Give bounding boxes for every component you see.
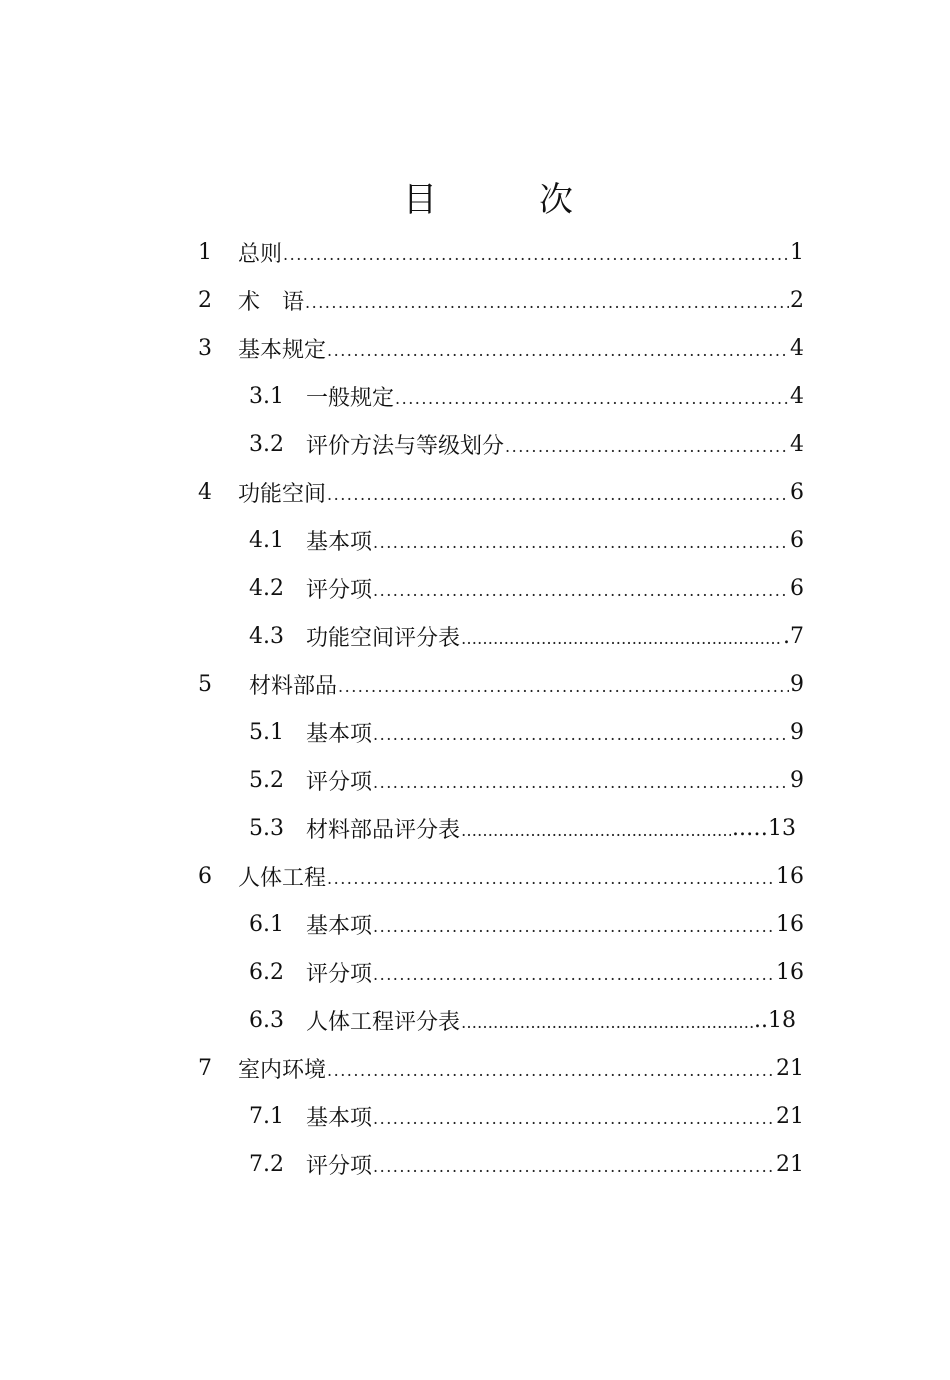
dot-leader: [373, 773, 789, 792]
dot-leader: [305, 293, 789, 312]
toc-entry-page: 6: [790, 575, 804, 601]
toc-entry-number: 5.2: [249, 767, 284, 793]
toc-entry-page: .7: [783, 623, 804, 649]
toc-entry-page: ..…13: [732, 815, 796, 841]
toc-entry-4-1[interactable]: [249, 516, 804, 564]
toc-entry-6-3[interactable]: [249, 996, 796, 1044]
toc-entry-page: 21: [776, 1055, 804, 1081]
toc-entry-3-1[interactable]: [249, 372, 804, 420]
toc-entry-page: ..18: [754, 1007, 796, 1033]
toc-entry-page: 9: [790, 719, 804, 745]
toc-entry-label: 功能空间评分表: [306, 625, 461, 651]
toc-entry-label: 评分项: [306, 961, 373, 987]
toc-entry-label: 评分项: [306, 1153, 373, 1179]
toc-entry-page: 16: [776, 911, 804, 937]
toc-entry-number: 5.1: [249, 719, 284, 745]
toc-entry-number: 1: [198, 239, 212, 265]
toc-entry-page: 4: [790, 335, 804, 361]
toc-entry-label: 功能空间: [238, 481, 327, 507]
toc-entry-number: 4.1: [249, 527, 284, 553]
toc-entry-number: 6: [198, 863, 212, 889]
toc-entry-number: 5: [198, 671, 212, 697]
toc-entry-label: 室内环境: [238, 1057, 327, 1083]
dot-leader: [395, 389, 789, 408]
toc-entry-number: 6.3: [249, 1007, 284, 1033]
toc-entry-page: 2: [790, 287, 804, 313]
toc-entry-number: 4.3: [249, 623, 284, 649]
toc-entry-label: 基本项: [306, 1105, 373, 1131]
toc-entry-3[interactable]: [198, 324, 804, 372]
toc-entry-label: 一般规定: [306, 385, 395, 411]
toc-entry-4-3[interactable]: [249, 612, 804, 660]
toc-entry-page: 16: [776, 959, 804, 985]
toc-entry-7-1[interactable]: [249, 1092, 804, 1140]
toc-entry-7-2[interactable]: [249, 1140, 804, 1188]
toc-entry-number: 3: [198, 335, 212, 361]
toc-entry-5-1[interactable]: [249, 708, 804, 756]
toc-entry-number: 7.2: [249, 1151, 284, 1177]
toc-entry-label: 总则: [238, 241, 283, 267]
dot-leader: [461, 1013, 753, 1032]
toc-entry-number: 6.1: [249, 911, 284, 937]
toc-entry-4[interactable]: [198, 468, 804, 516]
toc-entry-number: 5.3: [249, 815, 284, 841]
toc-entry-label: 评分项: [306, 769, 373, 795]
dot-leader: [373, 725, 789, 744]
dot-leader: [338, 677, 789, 696]
toc-entry-6-2[interactable]: [249, 948, 804, 996]
toc-entry-label: 术 语: [238, 289, 305, 315]
toc-entry-5-3[interactable]: [249, 804, 796, 852]
toc-entry-number: 6.2: [249, 959, 284, 985]
toc-entry-label: 评价方法与等级划分: [306, 433, 505, 459]
dot-leader: [373, 917, 775, 936]
toc-entry-label: 人体工程评分表: [306, 1009, 461, 1035]
toc-entry-label: 评分项: [306, 577, 373, 603]
toc-entry-number: 4.2: [249, 575, 284, 601]
toc-entry-number: 7.1: [249, 1103, 284, 1129]
toc-entry-1[interactable]: [198, 228, 804, 276]
toc-entry-page: 21: [776, 1151, 804, 1177]
toc-entry-2[interactable]: [198, 276, 804, 324]
toc-entry-label: 人体工程: [238, 865, 327, 891]
toc-entry-page: 4: [790, 431, 804, 457]
toc-entry-number: 3.2: [249, 431, 284, 457]
dot-leader: [373, 1157, 775, 1176]
toc-entry-5[interactable]: [198, 660, 804, 708]
toc-entry-label: 基本项: [306, 721, 373, 747]
toc-entry-page: 4: [790, 383, 804, 409]
dot-leader: [461, 821, 731, 840]
toc-entry-label: 基本规定: [238, 337, 327, 363]
toc-entry-5-2[interactable]: [249, 756, 804, 804]
toc-entry-number: 4: [198, 479, 212, 505]
toc-entry-page: 21: [776, 1103, 804, 1129]
dot-leader: [461, 629, 782, 648]
toc-entry-page: 9: [790, 767, 804, 793]
page-title: 目 次: [403, 180, 607, 220]
dot-leader: [283, 245, 789, 264]
dot-leader: [373, 581, 789, 600]
toc-entry-6-1[interactable]: [249, 900, 804, 948]
toc-entry-page: 6: [790, 479, 804, 505]
dot-leader: [373, 533, 789, 552]
toc-entry-3-2[interactable]: [249, 420, 804, 468]
toc-entry-page: 16: [776, 863, 804, 889]
toc-entry-page: 9: [790, 671, 804, 697]
dot-leader: [327, 341, 789, 360]
toc-entry-label: 基本项: [306, 913, 373, 939]
dot-leader: [505, 437, 789, 456]
dot-leader: [327, 485, 789, 504]
toc-entry-page: 6: [790, 527, 804, 553]
toc-entry-4-2[interactable]: [249, 564, 804, 612]
toc-entry-number: 3.1: [249, 383, 284, 409]
toc-entry-page: 1: [790, 239, 804, 265]
toc-entry-6[interactable]: [198, 852, 804, 900]
toc-entry-number: 2: [198, 287, 212, 313]
dot-leader: [373, 1109, 775, 1128]
dot-leader: [327, 1061, 775, 1080]
dot-leader: [327, 869, 775, 888]
toc-entry-7[interactable]: [198, 1044, 804, 1092]
toc-entry-number: 7: [198, 1055, 212, 1081]
toc-entry-label: 材料部品评分表: [306, 817, 461, 843]
dot-leader: [373, 965, 775, 984]
toc-entry-label: 基本项: [306, 529, 373, 555]
toc-entry-label: 材料部品: [249, 673, 338, 699]
